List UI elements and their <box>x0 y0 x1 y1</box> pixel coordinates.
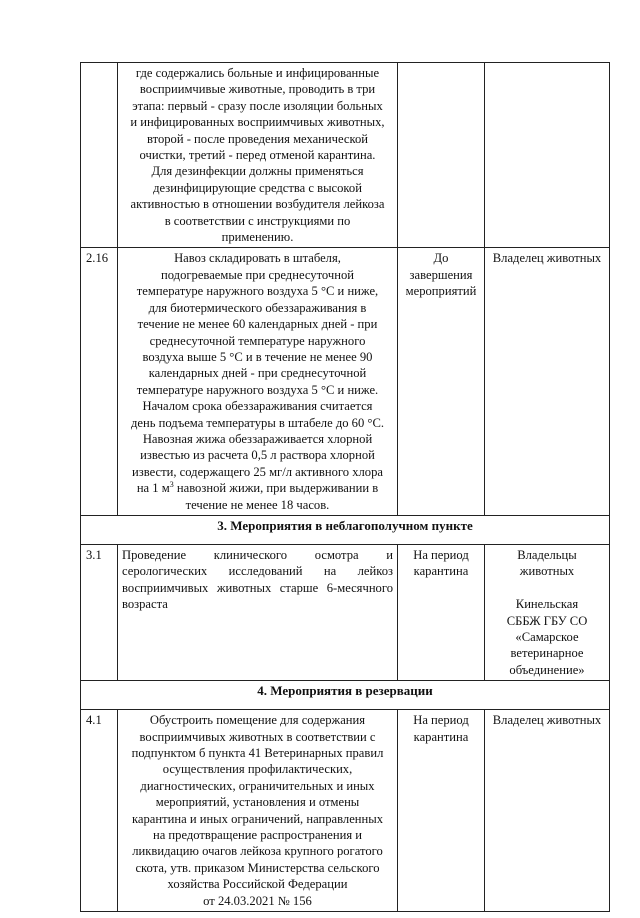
responsible-cell: Владелец животных <box>485 248 610 516</box>
text-line: ликвидацию очагов лейкоза крупного рогатого <box>132 844 383 859</box>
text-line: восприимчивых животных в соответствии с <box>139 729 376 744</box>
table-row <box>81 544 610 680</box>
text-line: активностью в отношении возбудителя лейкоза <box>130 197 385 212</box>
text-line: Обустроить помещение для содержания <box>149 713 366 728</box>
deadline-text: На период <box>413 713 469 728</box>
text-line: Для дезинфекции должны применяться <box>151 164 364 179</box>
measure-text <box>118 63 398 248</box>
responsible-cell <box>485 544 610 680</box>
text-line: диагностических, ограничительных и иных <box>140 778 375 793</box>
section-row <box>81 515 610 544</box>
measure-text <box>118 248 398 516</box>
text-line: течение не менее 18 часов. <box>185 497 330 512</box>
text-line: день подъема температуры в штабеле до 60 °С. <box>131 415 384 430</box>
deadline-cell <box>398 544 485 680</box>
table-row <box>81 248 610 516</box>
text-line: воздуха выше 5 °С и в течение не менее 90 <box>142 349 373 364</box>
responsible-text: Владельцы животных <box>517 547 577 579</box>
text-line: карантина и иных ограничений, направленных <box>131 811 384 826</box>
item-number <box>81 63 118 248</box>
deadline-text: До <box>433 251 449 266</box>
text-line: дезинфицирующие средства с высокой <box>153 180 362 195</box>
table-row <box>81 63 610 248</box>
text-line: известью из расчета 0,5 л раствора хлорной <box>140 448 375 463</box>
text-line: течение не менее 60 календарных дней - при <box>137 317 378 332</box>
measures-table <box>80 62 610 912</box>
text-line: очистки, третий - перед отменой карантина. <box>139 148 376 163</box>
text-line: Началом срока обеззараживания считается <box>142 399 373 414</box>
text-line: второй - после проведения механической <box>146 131 369 146</box>
text-line: осуществления профилактических, <box>162 762 353 777</box>
deadline-cell <box>398 248 485 516</box>
deadline-text: На период <box>413 547 469 562</box>
deadline-cell <box>398 63 485 248</box>
text-fragment: навозной жижи, при выдерживании в <box>173 481 379 496</box>
deadline-text: мероприятий <box>405 284 477 299</box>
text-line <box>122 480 393 496</box>
section-title: 4. Мероприятия в резервации <box>81 681 610 710</box>
deadline-text: завершения <box>409 267 473 282</box>
text-line: применению. <box>221 230 294 245</box>
text-line: на предотвращение распространения и <box>152 828 363 843</box>
text-line: где содержались больные и инфицированные <box>135 66 380 80</box>
text-line: Навозная жижа обеззараживается хлорной <box>142 431 373 446</box>
text-line: для биотермического обеззараживания в <box>148 300 367 315</box>
text-line: Навоз складировать в штабеля, <box>174 251 341 266</box>
section-title: 3. Мероприятия в неблагополучном пункте <box>81 515 610 544</box>
responsible-text: ветеринарное <box>510 646 584 661</box>
text-line: среднесуточной температуре наружного <box>149 333 366 348</box>
deadline-cell <box>398 710 485 912</box>
text-line: извести, содержащего 25 мг/л активного хлора <box>132 464 383 479</box>
text-line: этапа: первый - сразу после изоляции больных <box>132 98 383 113</box>
item-number: 4.1 <box>81 710 118 912</box>
section-row <box>81 681 610 710</box>
text-line: хозяйства Российской Федерации <box>167 877 348 892</box>
text-line: мероприятий, установления и отмены <box>155 795 360 810</box>
spacer <box>489 580 605 596</box>
text-line: температуре наружного воздуха 5 °С и ниже. <box>136 382 379 397</box>
text-fragment: на 1 м <box>136 481 170 496</box>
item-number: 2.16 <box>81 248 118 516</box>
text-line: температуре наружного воздуха 5 °С и ниже, <box>136 284 379 299</box>
responsible-text: объединение» <box>509 662 585 677</box>
text-line: от 24.03.2021 № 156 <box>203 893 312 908</box>
measure-text <box>118 710 398 912</box>
text-line: скота, утв. приказом Министерства сельского <box>135 860 380 875</box>
item-number: 3.1 <box>81 544 118 680</box>
text-line: восприимчивые животные, проводить в три <box>139 82 376 97</box>
superscript: 3 <box>169 479 174 489</box>
deadline-text: карантина <box>413 564 469 579</box>
responsible-cell: Владелец животных <box>485 710 610 912</box>
responsible-cell <box>485 63 610 248</box>
responsible-text: «Самарское <box>515 630 579 644</box>
text-line: и инфицированных восприимчивых животных, <box>130 115 385 130</box>
responsible-text: Кинельская <box>515 597 579 612</box>
measure-text: Проведение клинического осмотра и серологических исследований на лейкоз восприимчивых животных старше 6-месячного возраста <box>118 544 398 680</box>
text-line: подогреваемые при среднесуточной <box>161 267 354 282</box>
text-line: календарных дней - при среднесуточной <box>148 366 367 381</box>
table-row <box>81 710 610 912</box>
deadline-text: карантина <box>413 729 469 744</box>
text-line: подпунктом б пункта 41 Ветеринарных правил <box>131 746 384 761</box>
text-line: в соответствии с инструкциями по <box>164 213 351 228</box>
responsible-text: СББЖ ГБУ СО <box>506 613 588 628</box>
